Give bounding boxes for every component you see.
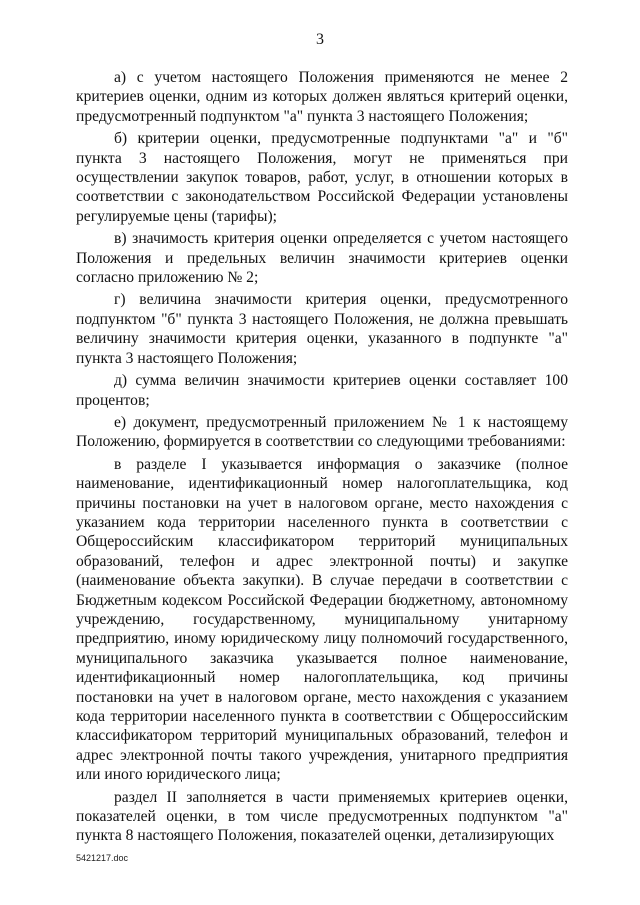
paragraph-g: г) величина значимости критерия оценки, предусмотренного подпунктом "б" пункта 3 настоящего Положения, не должна превышать величину значимости критерия оценки, указанного в подпункте "а" пункта 3 настоящего Положения; — [76, 291, 568, 367]
paragraph-a: а) с учетом настоящего Положения применяются не менее 2 критериев оценки, одним из которых должен являться критерий оценки, предусмотренный подпунктом "а" пункта 3 настоящего Положения; — [76, 69, 568, 125]
paragraph-e: е) документ, предусмотренный приложением № 1 к настоящему Положению, формируется в соответствии со следующими требованиями: — [76, 413, 568, 451]
paragraph-b: б) критерии оценки, предусмотренные подпунктами "а" и "б" пункта 3 настоящего Положения, могут не применяться при осуществлении закупок товаров, работ, услуг, в отношении которых в соответствии с законодательством Российской Федерации установлены регулируемые цены (тарифы); — [76, 130, 568, 225]
paragraph-v: в) значимость критерия оценки определяется с учетом настоящего Положения и предельных величин значимости критериев оценки согласно приложению № 2; — [76, 230, 568, 287]
paragraph-section-2: раздел II заполняется в части применяемых критериев оценки, показателей оценки, в том числе предусмотренных подпунктом "а" пункта 8 настоящего Положения, показателей оценки, детализирующих — [76, 788, 568, 845]
page-number: 3 — [316, 31, 324, 48]
paragraph-section-1: в разделе I указывается информация о заказчике (полное наименование, идентификационный номер налогоплательщика, код причины постановки на учет в налоговом органе, место нахождения с указанием кода территории населенного пункта в соответствии с Общероссийским классификатором территорий муниципальных образований, телефон и адрес электронной почты) и закупке (наименование объекта закупки). В случае передачи в соответствии с Бюджетным кодексом Российской Федерации бюджетному, автономному учреждению, государственному, муниципальному унитарному предприятию, иному юридическому лицу полномочий государственного, муниципального заказчика указывается полное наименование, идентификационный номер налогоплательщика, код причины постановки на учет в налоговом органе, место нахождения с указанием кода территории населенного пункта в соответствии с Общероссийским классификатором территорий муниципальных образований, телефон и адрес электронной почты такого учреждения, унитарного предприятия или иного юридического лица; — [76, 455, 568, 784]
document-body — [76, 68, 568, 849]
document-file-code: 5421217.doc — [76, 853, 129, 863]
paragraph-d: д) сумма величин значимости критериев оценки составляет 100 процентов; — [76, 372, 568, 409]
